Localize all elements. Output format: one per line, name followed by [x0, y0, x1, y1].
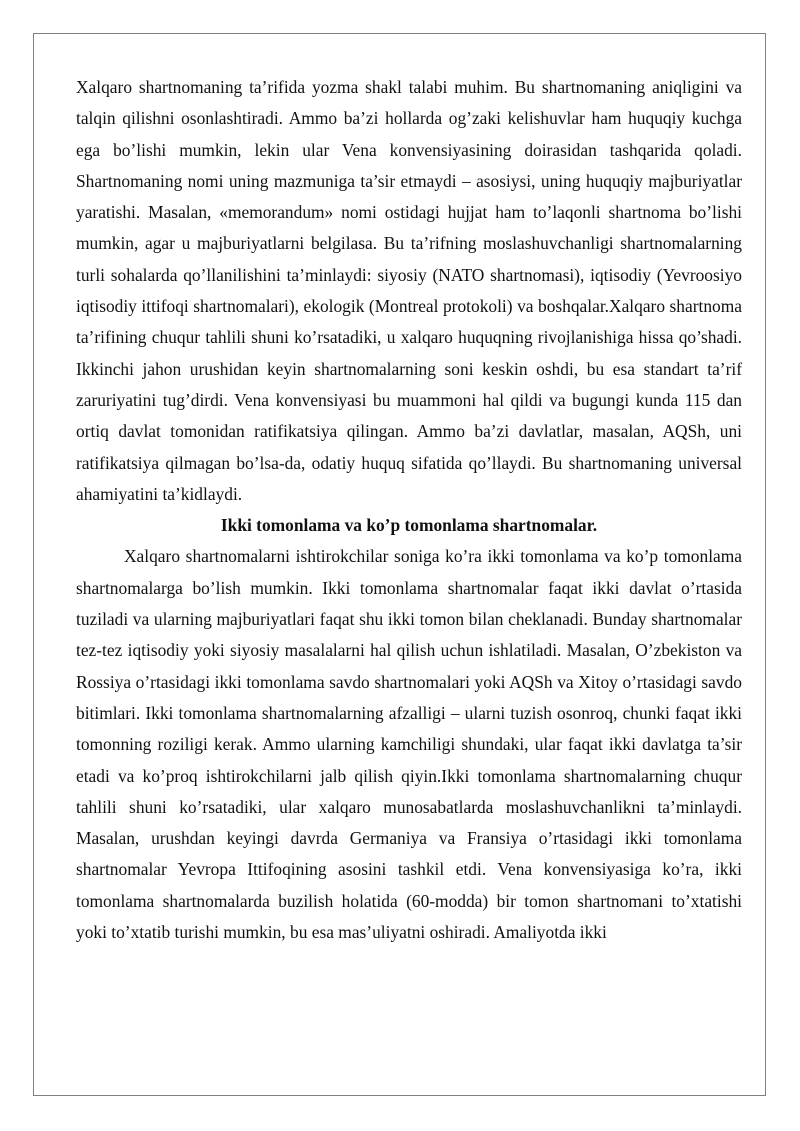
section-heading: Ikki tomonlama va ko’p tomonlama shartnomalar.	[220, 515, 598, 536]
body-paragraph: Xalqaro shartnomaning ta’rifida yozma shakl talabi muhim. Bu shartnomaning aniqligini va talqin qilishni osonlashtiradi. Ammo ba’zi hollarda og’zaki kelishuvlar ham huquqiy kuchga ega bo’lishi mumkin, lekin ular Vena konvensiyasining doirasidan tashqarida qoladi. Shartnomaning nomi uning mazmuniga ta’sir etmaydi – asosiysi, uning huquqiy majburiyatlar yaratishi. Masalan, «memorandum» nomi ostidagi hujjat ham to’laqonli shartnoma bo’lishi mumkin, agar u majburiyatlarni belgilasa. Bu ta’rifning moslashuvchanligi shartnomalarning turli sohalarda qo’llanilishini ta’minlaydi: siyosiy (NATO shartnomasi), iqtisodiy (Yevroosiyo iqtisodiy ittifoqi shartnomalari), ekologik (Montreal protokoli) va boshqalar.Xalqaro shartnoma ta’rifining chuqur tahlili shuni ko’rsatadiki, u xalqaro huquqning rivojlanishiga hissa qo’shadi. Ikkinchi jahon urushidan keyin shartnomalarning soni keskin oshdi, bu esa standart ta’rif zaruriyatini tug’dirdi. Vena konvensiyasi bu muammoni hal qildi va bugungi kunda 115 dan ortiq davlat tomonidan ratifikatsiya qilingan. Ammo ba’zi davlatlar, masalan, AQSh, uni ratifikatsiya qilmagan bo’lsa-da, odatiy huquq sifatida qo’llaydi. Bu shartnomaning universal ahamiyatini ta’kidlaydi.	[76, 77, 742, 504]
document-body	[76, 72, 742, 948]
body-paragraph: Xalqaro shartnomalarni ishtirokchilar soniga ko’ra ikki tomonlama va ko’p tomonlama shartnomalarga bo’lish mumkin. Ikki tomonlama shartnomalar faqat ikki davlat o’rtasida tuziladi va ularning majburiyatlari faqat shu ikki tomon bilan cheklanadi. Bunday shartnomalar tez-tez iqtisodiy yoki siyosiy masalalarni hal qilish uchun ishlatiladi. Masalan, O’zbekiston va Rossiya o’rtasidagi ikki tomonlama savdo shartnomalari yoki AQSh va Xitoy o’rtasidagi savdo bitimlari. Ikki tomonlama shartnomalarning afzalligi – ularni tuzish osonroq, chunki faqat ikki tomonning roziligi kerak. Ammo ularning kamchiligi shundaki, ular faqat ikki davlatga ta’sir etadi va ko’proq ishtirokchilarni jalb qilish qiyin.Ikki tomonlama shartnomalarning chuqur tahlili shuni ko’rsatadiki, ular xalqaro munosabatlarda moslashuvchanlikni ta’minlaydi. Masalan, urushdan keyingi davrda Germaniya va Fransiya o’rtasidagi ikki tomonlama shartnomalar Yevropa Ittifoqining asosini tashkil etdi. Vena konvensiyasiga ko’ra, ikki tomonlama shartnomalarda buzilish holatida (60-modda) bir tomon shartnomani to’xtatishi yoki to’xtatib turishi mumkin, bu esa mas’uliyatni oshiradi. Amaliyotda ikki	[76, 546, 742, 943]
